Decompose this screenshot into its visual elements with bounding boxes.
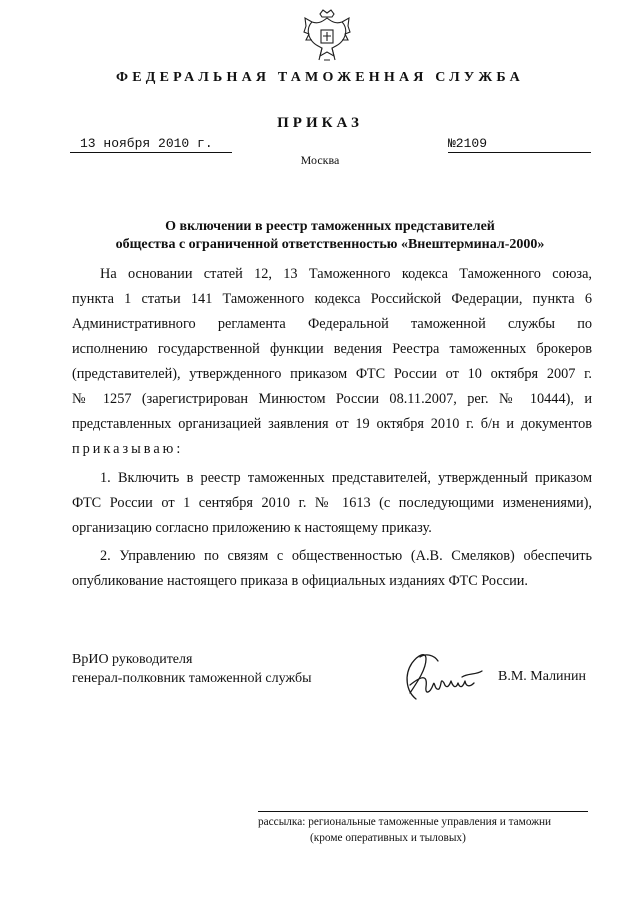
- text-line: На основании статей 12, 13 Таможенного кодекса Таможенного союза,: [100, 266, 592, 282]
- order-item-1: [72, 466, 592, 541]
- title-line: О включении в реестр таможенных представителей: [165, 219, 495, 234]
- text-line: 2. Управлению по связям с общественностью (А.В. Смеляков) обеспечить: [100, 548, 592, 564]
- title-line: общества с ограниченной ответственностью «Внештерминал-2000»: [115, 237, 545, 252]
- text-line: представленных организацией заявления от 19 октября 2010 г. б/н и документов: [72, 416, 592, 432]
- coat-of-arms-emblem: [302, 8, 352, 64]
- document-title: [60, 218, 600, 254]
- document-city: Москва: [300, 153, 340, 167]
- signer-position-line: ВрИО руководителя: [72, 652, 193, 667]
- handwritten-signature: [396, 647, 486, 705]
- distribution-list: [258, 814, 551, 846]
- divider-line: [258, 811, 588, 812]
- distribution-line: (кроме оперативных и тыловых): [310, 832, 466, 844]
- text-line: 1. Включить в реестр таможенных представителей, утвержденный приказом: [100, 470, 592, 486]
- text-line: пункта 1 статьи 141 Таможенного кодекса Российской Федерации, пункта 6: [72, 291, 592, 307]
- order-item-2: [72, 544, 592, 594]
- order-word: приказываю:: [72, 441, 184, 457]
- agency-name: ФЕДЕРАЛЬНАЯ ТАМОЖЕННАЯ СЛУЖБА: [116, 70, 524, 85]
- signer-position: [72, 650, 311, 688]
- text-line: организацию согласно приложению к настоящему приказу.: [72, 520, 432, 536]
- document-number: №2109: [448, 136, 591, 153]
- text-line: ФТС России от 1 сентября 2010 г. № 1613 (с последующими изменениями),: [72, 495, 592, 511]
- preamble-paragraph: [72, 262, 592, 462]
- text-line: Административного регламента Федеральной таможенной службы по: [72, 316, 592, 332]
- text-line: № 1257 (зарегистрирован Минюстом России 08.11.2007, рег. № 10444), и: [72, 391, 592, 407]
- text-line: опубликование настоящего приказа в официальных изданиях ФТС России.: [72, 573, 528, 589]
- text-line: исполнению государственной функции ведения Реестра таможенных брокеров: [72, 341, 592, 357]
- document-date: 13 ноября 2010 г.: [70, 136, 232, 153]
- signer-name: В.М. Малинин: [498, 669, 587, 684]
- text-line: (представителей), утвержденного приказом ФТС России от 10 октября 2007 г.: [72, 366, 592, 382]
- distribution-line: рассылка: региональные таможенные управления и таможни: [258, 816, 552, 828]
- signer-position-line: генерал-полковник таможенной службы: [72, 671, 312, 686]
- document-type: ПРИКАЗ: [277, 115, 363, 131]
